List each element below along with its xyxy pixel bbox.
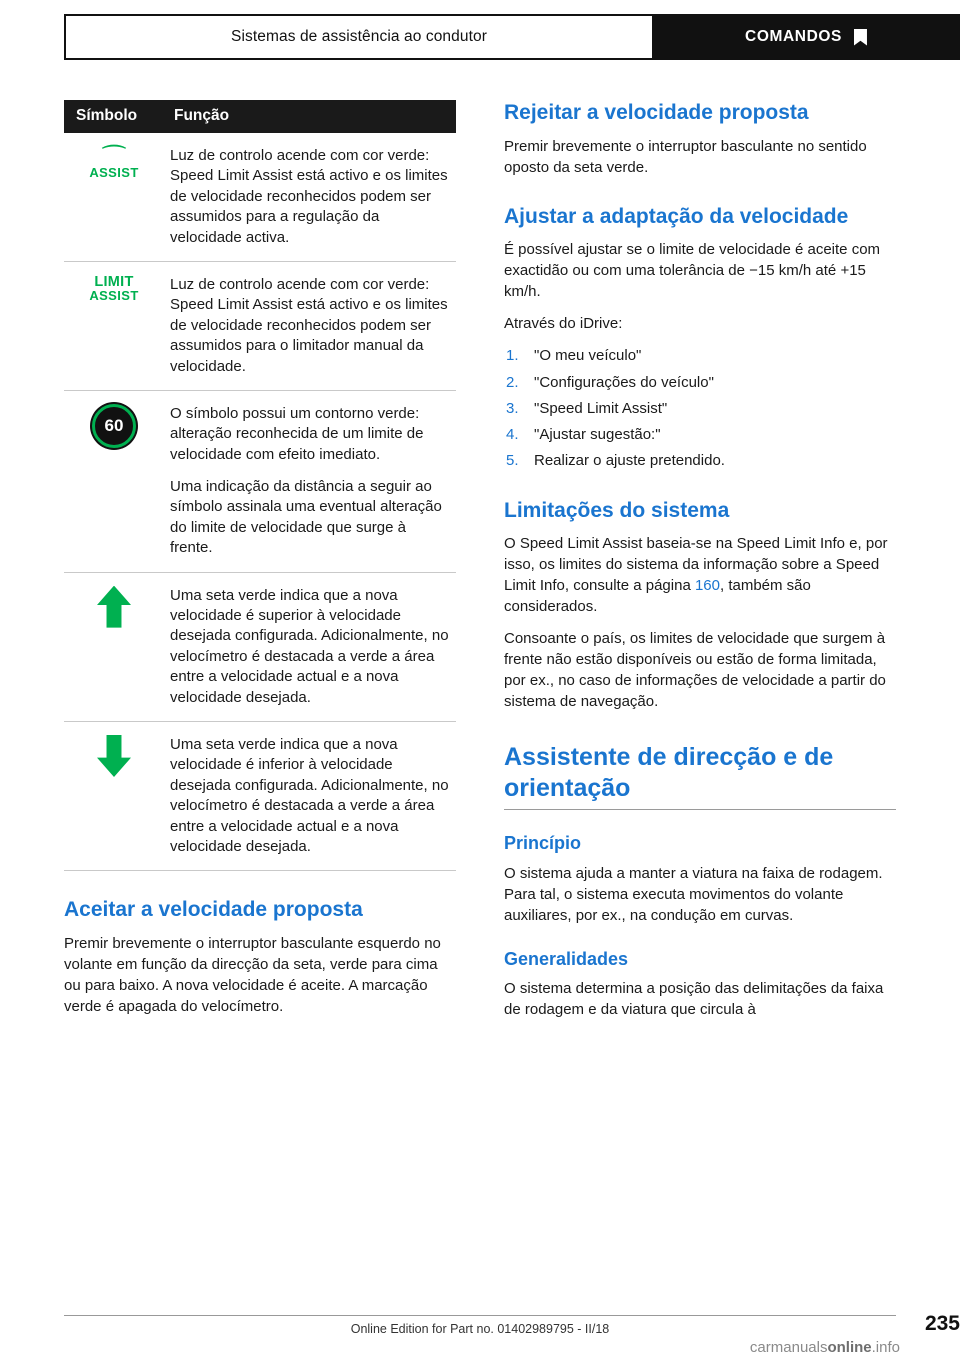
step-number: 2. [506, 373, 519, 391]
assist-label: ASSIST [89, 288, 139, 304]
heading-steering-assistant: Assistente de direcção e de orientação [504, 743, 834, 802]
symbol-function-table [64, 100, 456, 871]
step-text: "O meu veículo" [534, 347, 642, 365]
function-cell [164, 261, 456, 390]
right-column [504, 100, 896, 1020]
assist-indicator-icon [81, 146, 147, 179]
function-cell [164, 133, 456, 261]
table-row [64, 261, 456, 390]
list-item [504, 424, 896, 445]
table-row [64, 572, 456, 721]
header-chapter-title: COMANDOS [745, 28, 842, 45]
step-number: 1. [506, 347, 519, 365]
step-text: "Speed Limit Assist" [534, 399, 668, 417]
list-item [504, 372, 896, 393]
page-reference-link[interactable]: 160 [694, 577, 720, 595]
function-text: Uma seta verde indica que a nova velocidade é inferior à velocidade desejada configurada. Adicionalmente, no velocímetro é destacada a verde a área entre a velocidade actual e a nova velocidade desejada. [170, 735, 449, 855]
speed-limit-sign-icon: 60 [92, 404, 136, 448]
symbol-cell [64, 721, 164, 870]
function-cell [164, 390, 456, 572]
header-section-title-box [64, 14, 652, 60]
function-text: Uma indicação da distância a seguir ao símbolo assinala uma eventual alteração do limite de velocidade que surge à frente. [170, 478, 442, 557]
page-number: 235 [924, 1312, 960, 1335]
text-accept-proposed-speed: Premir brevemente o interruptor basculante esquerdo no volante em função da direcção da seta, verde para cima ou para baixo. A nova velocidade é aceite. A marcação verde é apagada do velocímetro. [64, 934, 441, 1015]
table-column-header-symbol: Símbolo [64, 100, 164, 133]
table-column-header-function: Função [164, 100, 456, 133]
symbol-cell [64, 133, 164, 261]
step-number: 4. [506, 426, 519, 444]
step-text: "Ajustar sugestão:" [534, 426, 661, 444]
heading-principle: Princípio [504, 833, 582, 854]
limits-text-part-b: , também são considerados. [504, 577, 811, 616]
idrive-steps-list [504, 345, 896, 471]
header-chapter-box [652, 14, 960, 60]
text-system-limits-2: Consoante o país, os limites de velocidade que surgem à frente não estão disponíveis ou estão de forma limitada, por ex., no caso de informações de velocidade a partir do sistema de navegação. [504, 630, 886, 711]
text-general: O sistema determina a posição das delimitações da faixa de rodagem e da viatura que circula à [504, 980, 884, 1019]
step-text: "Configurações do veículo" [534, 373, 714, 391]
function-cell [164, 572, 456, 721]
function-text: Uma seta verde indica que a nova velocidade é superior à velocidade desejada configurada. Adicionalmente, no velocímetro é destacada a verde a área entre a velocidade actual e a nova velocidade desejada. [170, 586, 449, 706]
bookmark-icon [854, 29, 867, 46]
step-number: 3. [506, 399, 519, 417]
limit-assist-indicator-icon [81, 275, 147, 303]
function-cell [164, 721, 456, 870]
heading-adjust-speed-adaptation: Ajustar a adaptação da velocidade [504, 204, 849, 228]
table-row [64, 133, 456, 261]
list-item [504, 450, 896, 471]
text-adjust-1: É possível ajustar se o limite de velocidade é aceite com exactidão ou com uma tolerância de −15 km/h até +15 km/h. [504, 241, 881, 301]
footer-divider [64, 1315, 896, 1316]
arrow-down-icon [97, 735, 131, 777]
heading-reject-proposed-speed: Rejeitar a velocidade proposta [504, 101, 809, 124]
heading-divider [504, 809, 896, 810]
watermark [750, 1339, 900, 1356]
page-content [64, 100, 896, 1020]
function-text: Luz de controlo acende com cor verde: Speed Limit Assist está activo e os limites de velocidade reconhecidos podem ser assumidos para o limitador manual da velocidade. [170, 275, 448, 375]
function-text: Luz de controlo acende com cor verde: Speed Limit Assist está activo e os limites de velocidade reconhecidos podem ser assumidos para a regulação da velocidade activa. [170, 147, 448, 246]
list-item [504, 345, 896, 366]
limits-text-part-a: O Speed Limit Assist baseia-se na Speed Limit Info e, por isso, os limites do sistema da informação sobre a Speed Limit Info, consulte a página [504, 535, 888, 595]
page-header [64, 14, 960, 60]
arrow-up-icon [97, 586, 131, 628]
watermark-plain: carmanuals [749, 1339, 828, 1356]
watermark-suffix: .info [871, 1339, 900, 1356]
table-row [64, 390, 456, 572]
list-item [504, 398, 896, 419]
heading-system-limits: Limitações do sistema [504, 498, 730, 522]
left-column [64, 100, 456, 1020]
step-text: Realizar o ajuste pretendido. [534, 452, 725, 470]
heading-accept-proposed-speed: Aceitar a velocidade proposta [64, 898, 363, 922]
watermark-bold: online [827, 1339, 872, 1356]
text-system-limits-1 [504, 533, 896, 617]
table-row [64, 721, 456, 870]
assist-label: ASSIST [89, 165, 139, 180]
limit-label: LIMIT [94, 273, 134, 290]
arc-glyph-icon: ⌒ [102, 145, 126, 166]
symbol-cell [64, 261, 164, 390]
heading-general: Generalidades [504, 948, 629, 969]
header-section-title: Sistemas de assistência ao condutor [231, 28, 487, 45]
function-text: O símbolo possui um contorno verde: alteração reconhecida de um limite de velocidade com efeito imediato. [170, 404, 424, 463]
symbol-cell [64, 390, 164, 572]
symbol-cell [64, 572, 164, 721]
text-principle: O sistema ajuda a manter a viatura na faixa de rodagem. Para tal, o sistema executa movimentos do volante auxiliares, por ex., na condução em curvas. [504, 864, 883, 924]
table-header-row [64, 100, 456, 133]
page-footer [64, 1315, 896, 1336]
text-adjust-2: Através do iDrive: [504, 315, 623, 333]
step-number: 5. [506, 452, 519, 470]
text-reject-proposed-speed: Premir brevemente o interruptor basculante no sentido oposto da seta verde. [504, 137, 867, 176]
footer-note: Online Edition for Part no. 01402989795 - II/18 [350, 1322, 610, 1336]
